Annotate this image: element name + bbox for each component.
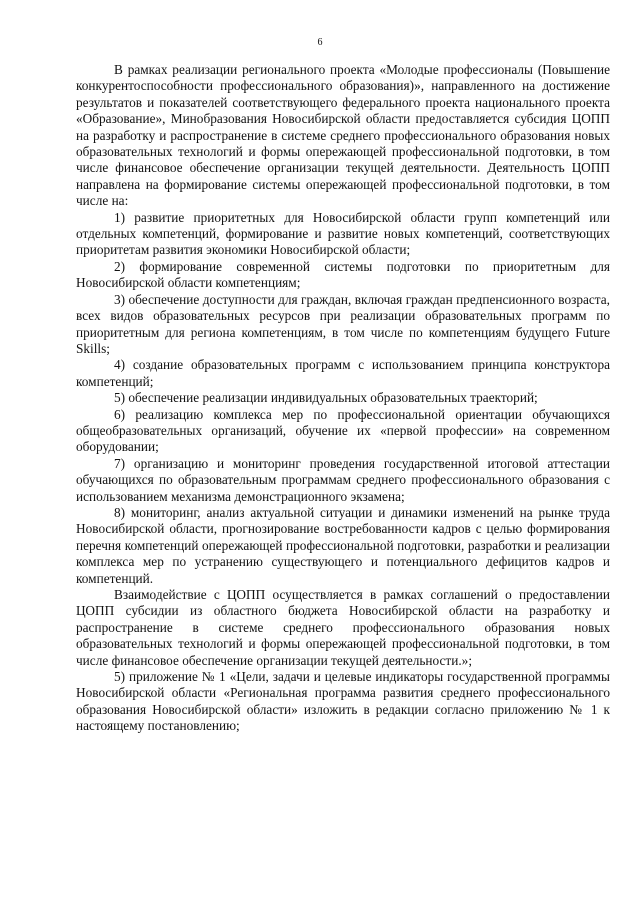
paragraph-item-4: 4) создание образовательных программ с использованием принципа конструктора компетенций; [76,357,610,389]
paragraph-appendix: 5) приложение № 1 «Цели, задачи и целевые индикаторы государственной программы Новосибирской области «Региональная программа развития среднего профессионального образования Новосибирской области» изложить в редакции согласно приложению № 1 к настоящему постановлению; [76,669,610,734]
paragraph-item-1: 1) развитие приоритетных для Новосибирской области групп компетенций или отдельных компетенций, формирование и развитие новых компетенций, соответствующих приоритетам развития экономики Новосибирской области; [76,209,610,258]
paragraph-intro: В рамках реализации регионального проекта «Молодые профессионалы (Повышение конкурентоспособности профессионального образования)», направленного на достижение результатов и показателей соответствующего федерального проекта национального проекта «Образование», Минобразования Новосибирской области предоставляется субсидия ЦОПП на разработку и распространение в системе среднего профессионального образования новых образовательных технологий и формы опережающей профессиональной подготовки, в том числе финансовое обеспечение организации текущей деятельности. Деятельность ЦОПП направлена на формирование системы опережающей профессиональной подготовки, в том числе на: [76,62,610,209]
paragraph-item-3: 3) обеспечение доступности для граждан, включая граждан предпенсионного возраста, всех видов образовательных ресурсов при реализации образовательных программ по приоритетным для региона компетенциям, в том числе по компетенциям будущего Future Skills; [76,291,610,356]
document-body [76,62,610,735]
paragraph-item-5: 5) обеспечение реализации индивидуальных образовательных траекторий; [114,390,538,406]
paragraph-item-6: 6) реализацию комплекса мер по профессиональной ориентации обучающихся общеобразовательных организаций, обучение их «первой профессии» на современном оборудовании; [76,406,610,455]
paragraph-item-8: 8) мониторинг, анализ актуальной ситуации и динамики изменений на рынке труда Новосибирской области, прогнозирование востребованности кадров с целью формирования перечня компетенций опережающей профессиональной подготовки, разработки и реализации комплекса мер по устранению существующего и потенциального дефицитов кадров и компетенций. [76,504,610,586]
paragraph-item-2: 2) формирование современной системы подготовки по приоритетным для Новосибирской области компетенциям; [76,258,610,291]
paragraph-interaction: Взаимодействие с ЦОПП осуществляется в рамках соглашений о предоставлении ЦОПП субсидии из областного бюджета Новосибирской области на разработку и распространение в системе среднего профессионального образования новых образовательных технологий и формы опережающей профессиональной подготовки, в том числе финансовое обеспечение организации текущей деятельности.»; [76,587,610,668]
paragraph-item-7: 7) организацию и мониторинг проведения государственной итоговой аттестации обучающихся по образовательным программам среднего профессионального образования с использованием механизма демонстрационного экзамена; [76,455,610,504]
page-number: 6 [317,37,323,48]
